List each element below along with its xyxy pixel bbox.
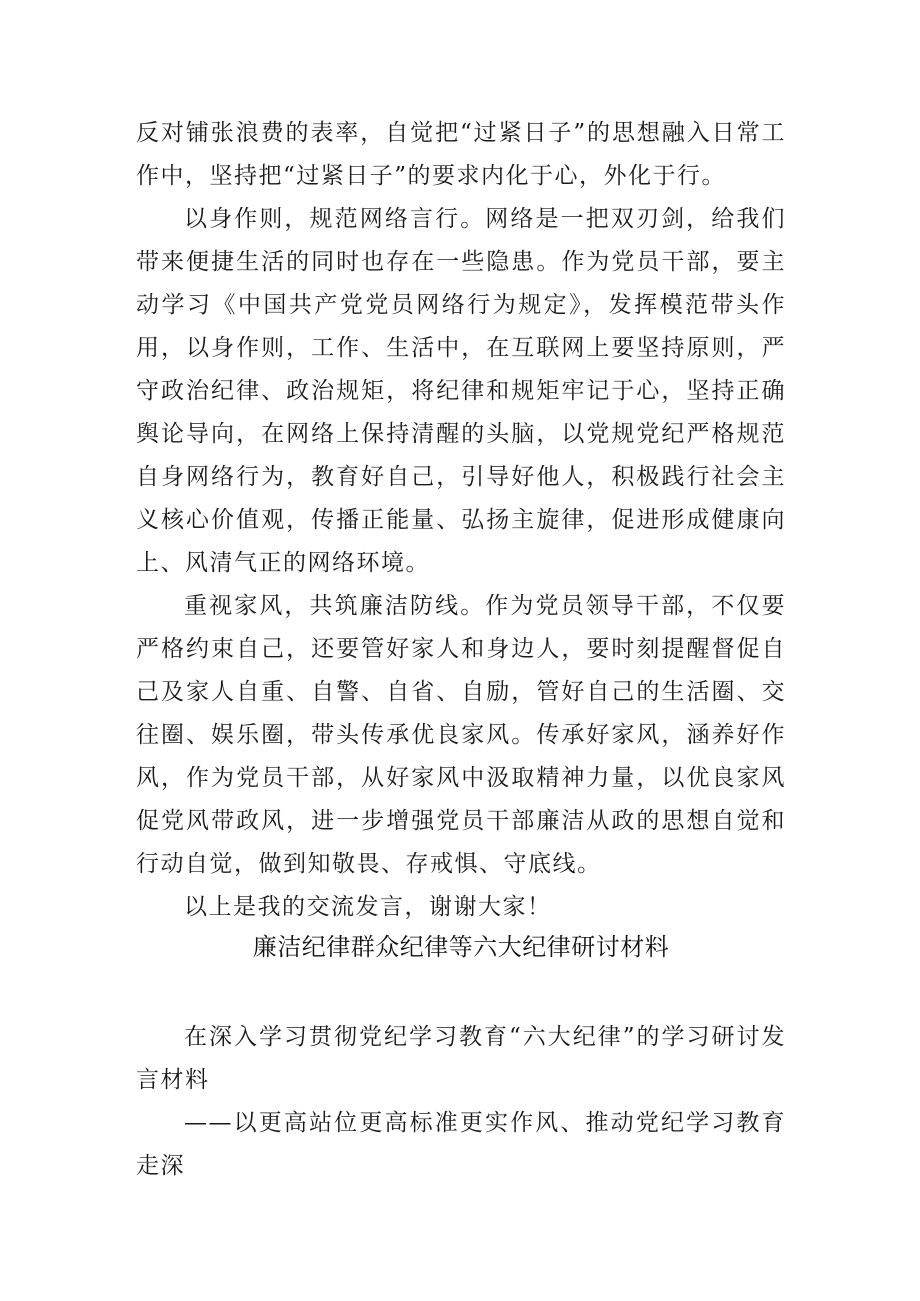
paragraph-family-values: 重视家风，共筑廉洁防线。作为党员领导干部，不仅要严格约束自己，还要管好家人和身边人，要时刻提醒督促自己及家人自重、自警、自省、自励，管好自己的生活圈、交往圈、娱乐圈，带头传承优良家风。传承好家风，涵养好作风，作为党员干部，从好家风中汲取精神力量，以优良家风促党风带政风，进一步增强党员干部廉洁从政的思想自觉和行动自觉，做到知敬畏、存戒惧、守底线。	[136, 593, 786, 877]
paragraph-network-conduct: 以身作则，规范网络言行。网络是一把双刃剑，给我们带来便捷生活的同时也存在一些隐患。作为党员干部，要主动学习《中国共产党党员网络行为规定》，发挥模范带头作用，以身作则，工作、生活中，在互联网上要坚持原则，严守政治纪律、政治规矩，将纪律和规矩牢记于心，坚持正确舆论导向，在网络上保持清醒的头脑，以党规党纪严格规范自身网络行为，教育好自己，引导好他人，积极践行社会主义核心价值观，传播正能量、弘扬主旋律，促进形成健康向上、风清气正的网络环境。	[136, 206, 786, 576]
body-section-2	[136, 1016, 786, 1188]
paragraph-subtitle: ——以更高站位更高标准更实作风、推动党纪学习教育走深	[136, 1110, 786, 1179]
paragraph-closing: 以上是我的交流发言，谢谢大家！	[184, 894, 552, 920]
paragraph-intro: 在深入学习贯彻党纪学习教育“六大纪律”的学习研讨发言材料	[136, 1024, 786, 1093]
section-title: 廉洁纪律群众纪律等六大纪律研讨材料	[252, 933, 670, 961]
body-section-1	[136, 112, 786, 929]
paragraph-continuation: 反对铺张浪费的表率，自觉把“过紧日子”的思想融入日常工作中，坚持把“过紧日子”的要求内化于心，外化于行。	[136, 120, 786, 189]
